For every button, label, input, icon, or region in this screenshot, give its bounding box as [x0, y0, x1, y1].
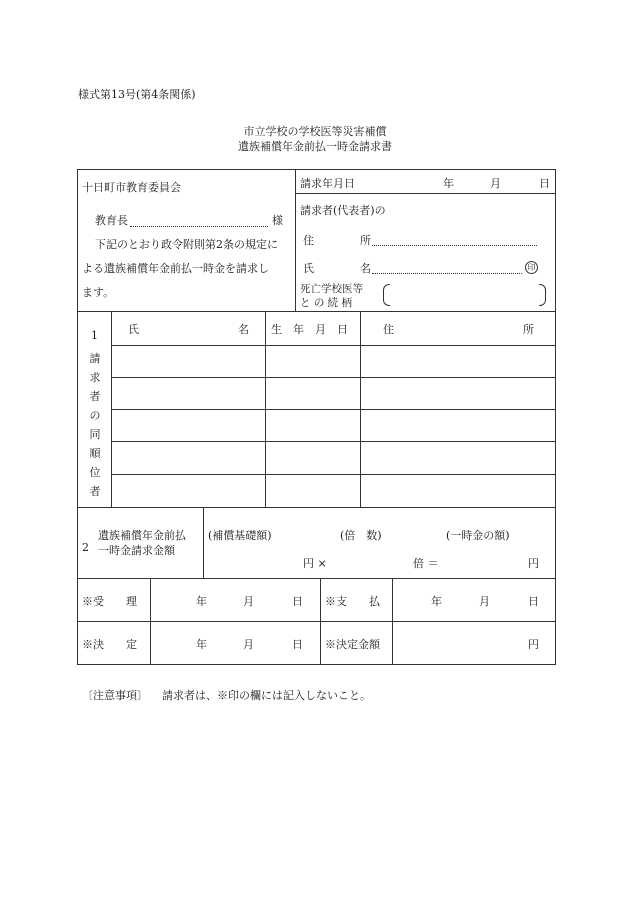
lump-sum-label: (一時金の額)	[446, 529, 510, 542]
received-year: 年	[196, 595, 207, 608]
col-birthdate: 生 年 月 日	[271, 323, 348, 336]
received-month: 月	[243, 595, 254, 608]
row-birth-cell[interactable]	[266, 475, 360, 507]
superintendent-name-line[interactable]	[130, 226, 268, 227]
request-month: 月	[490, 177, 501, 190]
times-equals: 倍 ＝	[413, 557, 439, 570]
relation-bracket-left	[383, 284, 390, 306]
section1-number: 1	[91, 329, 98, 342]
name-label-2: 名	[360, 262, 371, 275]
col-address-2: 所	[523, 323, 534, 336]
table-row[interactable]	[112, 346, 265, 377]
note-label: 〔注意事項〕	[82, 689, 148, 702]
col-name-2: 名	[238, 323, 249, 336]
section2-number: 2	[82, 541, 89, 554]
section1-label-char: の	[89, 409, 101, 422]
paid-day: 日	[528, 595, 539, 608]
title-line1: 市立学校の学校医等災害補償	[243, 125, 387, 138]
row-birth-cell[interactable]	[266, 378, 360, 409]
request-date-label: 請求年月日	[300, 177, 355, 190]
section1-label-char: 者	[89, 390, 101, 403]
request-day: 日	[539, 177, 550, 190]
table-row[interactable]	[112, 410, 265, 441]
decision-amount-label: ※決定金額	[325, 638, 380, 651]
section2-label-line2: 一時金請求金額	[98, 544, 175, 557]
decision-day: 日	[292, 638, 303, 651]
table-row[interactable]	[112, 475, 265, 507]
body-line3: ます。	[82, 286, 115, 299]
superintendent-label: 教育長	[95, 214, 128, 227]
row-address-cell[interactable]	[361, 442, 555, 474]
decision-month: 月	[243, 638, 254, 651]
basis-amount-label: (補償基礎額)	[208, 529, 272, 542]
name-label-1: 氏	[303, 262, 314, 275]
honorific: 様	[272, 214, 283, 227]
claimant-name-field[interactable]	[372, 273, 522, 274]
paid-month: 月	[479, 595, 490, 608]
relation-line2: と の 続 柄	[300, 297, 353, 309]
decision-label: ※決 定	[82, 638, 137, 651]
table-row[interactable]	[112, 378, 265, 409]
lump-sum-yen: 円	[528, 557, 539, 570]
claimant-label: 請求者(代表者)の	[300, 204, 386, 217]
seal-mark-icon: 印	[525, 261, 538, 274]
col-address-1: 住	[383, 323, 394, 336]
section1-label-char: 同	[89, 428, 101, 441]
row-birth-cell[interactable]	[266, 442, 360, 474]
paid-label: ※支 払	[325, 595, 380, 608]
title-line2: 遺族補償年金前払一時金請求書	[238, 140, 392, 153]
request-year: 年	[443, 177, 454, 190]
table-row[interactable]	[112, 442, 265, 474]
body-line2: よる遺族補償年金前払一時金を請求し	[82, 262, 269, 275]
row-birth-cell[interactable]	[266, 346, 360, 377]
address-label-1: 住	[303, 234, 314, 247]
row-address-cell[interactable]	[361, 346, 555, 377]
col-name-1: 氏	[128, 323, 139, 336]
section1-label-char: 順	[89, 447, 101, 460]
section1-label-char: 請	[89, 352, 101, 365]
section2-label-line1: 遺族補償年金前払	[98, 529, 186, 542]
received-day: 日	[292, 595, 303, 608]
decision-year: 年	[196, 638, 207, 651]
row-address-cell[interactable]	[361, 410, 555, 441]
row-address-cell[interactable]	[361, 475, 555, 507]
decision-amount-yen: 円	[528, 638, 539, 651]
section1-label-char: 求	[89, 371, 101, 384]
yen-times: 円 ×	[303, 557, 327, 570]
received-label: ※受 理	[82, 595, 137, 608]
row-birth-cell[interactable]	[266, 410, 360, 441]
multiplier-label: (倍 数)	[340, 529, 382, 542]
section1-label-char: 位	[89, 466, 101, 479]
form-number: 様式第13号(第4条関係)	[78, 88, 196, 101]
paid-year: 年	[431, 595, 442, 608]
note-text: 請求者は、※印の欄には記入しないこと。	[162, 689, 371, 702]
addressee: 十日町市教育委員会	[82, 181, 181, 194]
relation-bracket-right	[539, 284, 546, 306]
section1-label-char: 者	[89, 485, 101, 498]
body-line1: 下記のとおり政令附則第2条の規定に	[95, 238, 278, 251]
relation-line1: 死亡学校医等	[300, 283, 363, 295]
claimant-address-field[interactable]	[372, 245, 537, 246]
address-label-2: 所	[360, 234, 371, 247]
row-address-cell[interactable]	[361, 378, 555, 409]
